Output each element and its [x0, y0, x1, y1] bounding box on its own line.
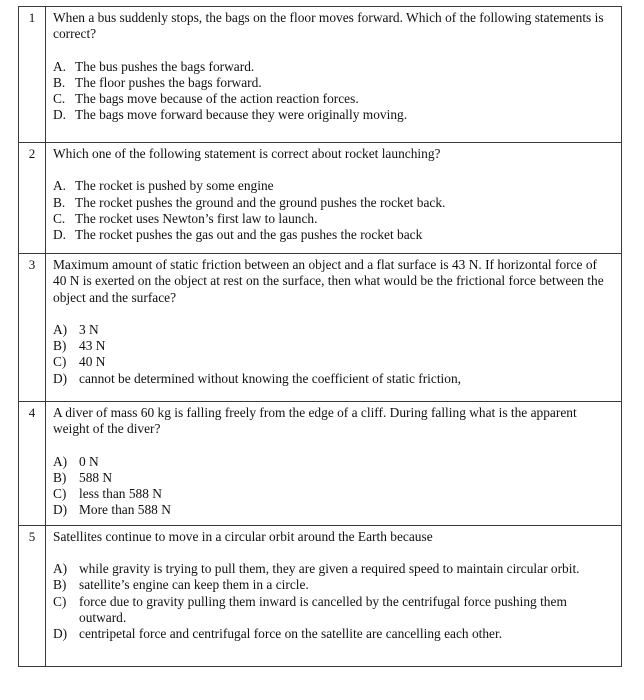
option-list [53, 454, 613, 519]
option-letter: A. [53, 178, 67, 194]
option-text: while gravity is trying to pull them, they are given a required speed to maintain circular orbit. [79, 561, 580, 577]
option-letter: B. [53, 74, 66, 90]
option-text: 3 N [79, 321, 99, 337]
option-letter: D) [53, 626, 68, 642]
option-text: The rocket uses Newton’s first law to launch. [75, 210, 318, 226]
option-text: More than 588 N [79, 502, 171, 518]
question-cell [46, 254, 622, 402]
option-list [53, 59, 613, 124]
option-d[interactable] [53, 371, 613, 387]
quiz-sheet [18, 6, 622, 667]
option-text: The rocket pushes the gas out and the gas pushes the rocket back [75, 227, 423, 243]
option-d[interactable] [53, 227, 613, 243]
option-letter: D) [53, 502, 68, 518]
option-d[interactable] [53, 626, 613, 642]
option-b[interactable] [53, 195, 613, 211]
option-text: 40 N [79, 354, 106, 370]
option-a[interactable] [53, 178, 613, 194]
question-row-2 [19, 143, 622, 254]
question-text: Maximum amount of static friction between an object and a flat surface is 43 N. If horizontal force of 40 N is exerted on the object at rest on the surface, then what would be the frictional force between the object and the surface? [53, 257, 604, 305]
option-list [53, 178, 613, 243]
option-b[interactable] [53, 577, 613, 593]
option-a[interactable] [53, 322, 613, 338]
option-letter: C) [53, 486, 67, 502]
question-table [18, 6, 622, 667]
option-a[interactable] [53, 561, 613, 577]
option-letter: A) [53, 561, 68, 577]
question-row-4 [19, 402, 622, 526]
question-row-3 [19, 254, 622, 402]
option-letter: B. [53, 194, 66, 210]
question-text: Which one of the following statement is correct about rocket launching? [53, 146, 441, 161]
question-number: 4 [19, 402, 46, 526]
option-text: The bags move because of the action reaction forces. [75, 91, 359, 107]
option-text: 588 N [79, 469, 113, 485]
question-row-5 [19, 525, 622, 666]
option-text: force due to gravity pulling them inward is cancelled by the centrifugal force pushing them outward. [79, 593, 567, 625]
option-letter: B) [53, 469, 67, 485]
option-a[interactable] [53, 454, 613, 470]
option-text: The floor pushes the bags forward. [75, 74, 262, 90]
option-letter: D) [53, 370, 68, 386]
option-letter: A) [53, 453, 68, 469]
option-d[interactable] [53, 502, 613, 518]
option-text: The bags move forward because they were originally moving. [75, 107, 408, 123]
option-text: 43 N [79, 338, 106, 354]
option-c[interactable] [53, 91, 613, 107]
question-number: 3 [19, 254, 46, 402]
option-text: The bus pushes the bags forward. [75, 58, 255, 74]
option-letter: D. [53, 227, 67, 243]
option-letter: A) [53, 321, 68, 337]
option-list [53, 561, 613, 642]
option-a[interactable] [53, 59, 613, 75]
option-text: cannot be determined without knowing the coefficient of static friction, [79, 370, 462, 386]
question-cell [46, 143, 622, 254]
option-letter: D. [53, 107, 67, 123]
option-list [53, 322, 613, 387]
question-text: When a bus suddenly stops, the bags on the floor moves forward. Which of the following statements is correct? [53, 10, 604, 42]
option-text: The rocket pushes the ground and the ground pushes the rocket back. [75, 194, 446, 210]
question-text: A diver of mass 60 kg is falling freely from the edge of a cliff. During falling what is the apparent weight of the diver? [53, 405, 577, 437]
option-text: satellite’s engine can keep them in a circle. [79, 577, 309, 593]
option-letter: B) [53, 338, 67, 354]
question-row-1 [19, 7, 622, 143]
option-letter: C. [53, 91, 66, 107]
option-c[interactable] [53, 354, 613, 370]
option-b[interactable] [53, 470, 613, 486]
question-cell [46, 7, 622, 143]
option-text: The rocket is pushed by some engine [75, 178, 274, 194]
question-number: 2 [19, 143, 46, 254]
question-number: 5 [19, 525, 46, 666]
option-letter: C) [53, 354, 67, 370]
question-number: 1 [19, 7, 46, 143]
option-b[interactable] [53, 75, 613, 91]
question-cell [46, 402, 622, 526]
option-d[interactable] [53, 107, 613, 123]
option-c[interactable] [53, 211, 613, 227]
question-text: Satellites continue to move in a circular orbit around the Earth because [53, 528, 433, 544]
option-letter: C) [53, 593, 67, 609]
question-cell [46, 525, 622, 666]
option-c[interactable] [53, 594, 613, 627]
option-text: 0 N [79, 453, 99, 469]
option-letter: C. [53, 210, 66, 226]
option-text: less than 588 N [79, 486, 162, 502]
option-b[interactable] [53, 338, 613, 354]
option-letter: A. [53, 58, 67, 74]
option-letter: B) [53, 577, 67, 593]
option-text: centripetal force and centrifugal force on the satellite are cancelling each other. [79, 626, 503, 642]
option-c[interactable] [53, 486, 613, 502]
